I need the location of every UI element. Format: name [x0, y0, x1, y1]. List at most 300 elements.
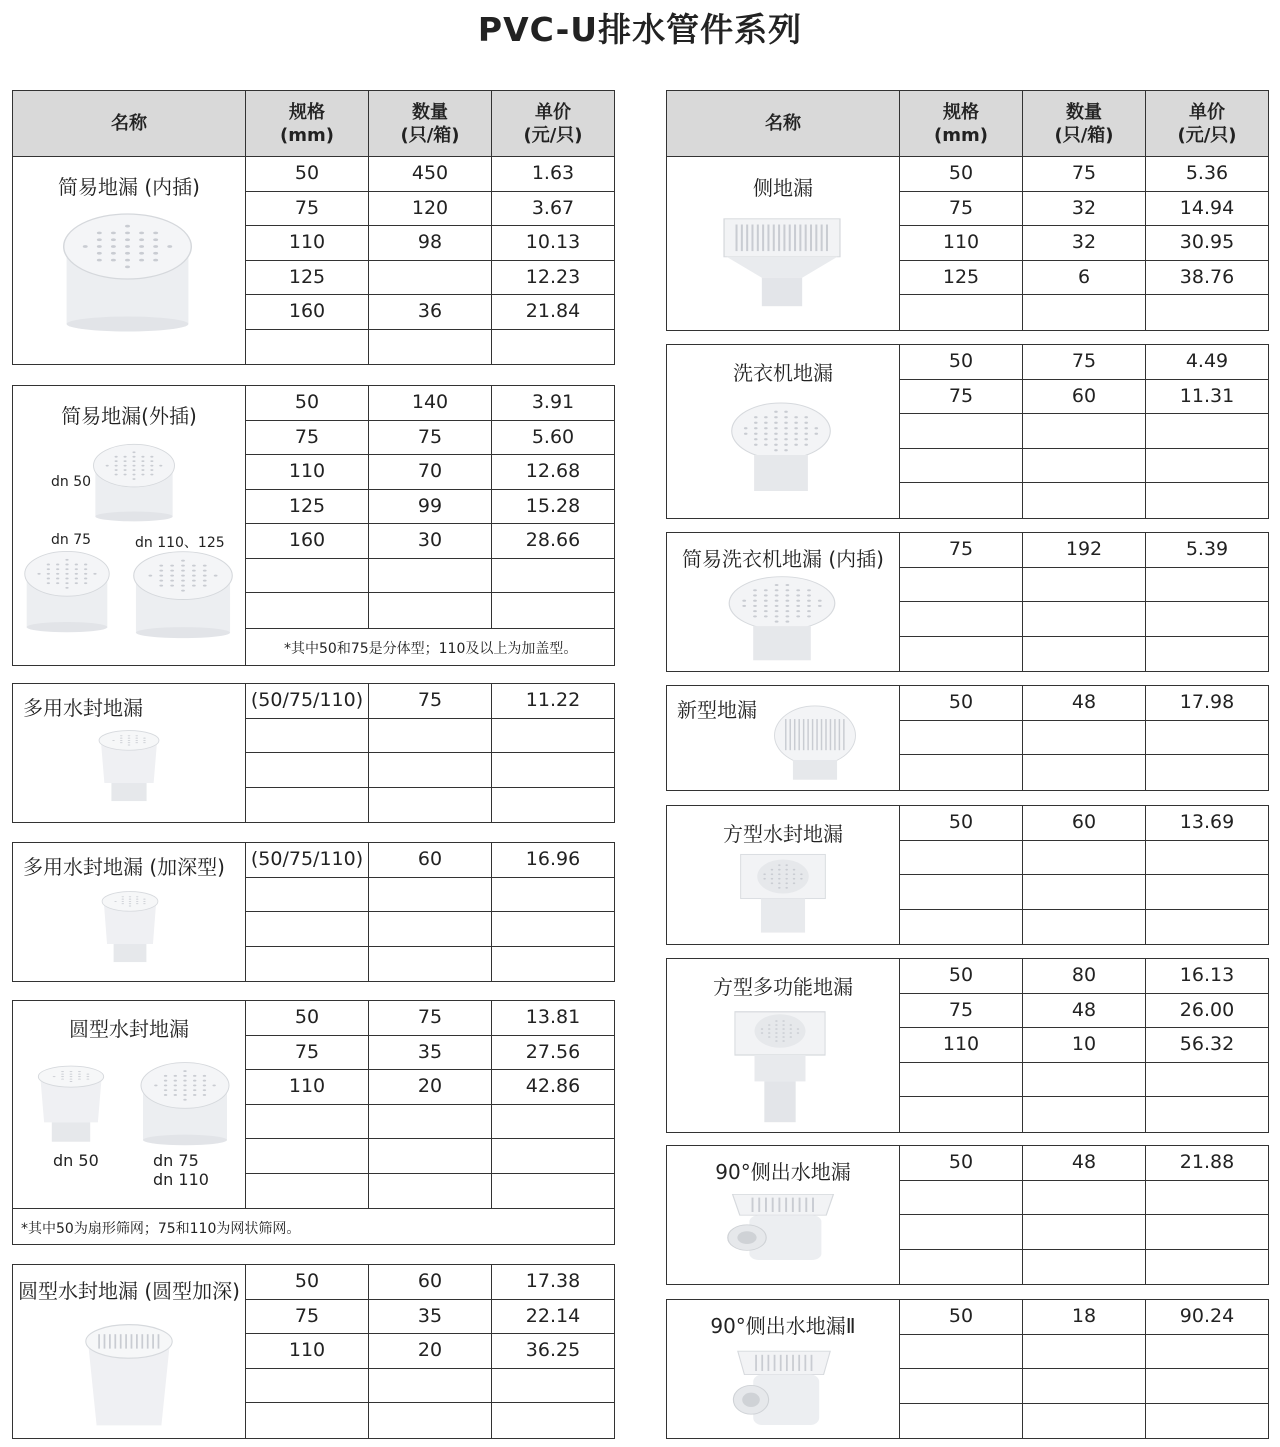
cell-price: 5.36 [1185, 162, 1229, 184]
table-row [246, 753, 614, 788]
cell-spec: 75 [900, 192, 1023, 226]
cell-qty [369, 878, 492, 912]
drain-image [722, 571, 842, 670]
product-name: 多用水封地漏 (加深型) [23, 855, 225, 879]
cell-spec: 75 [900, 994, 1023, 1028]
table-row [246, 719, 614, 754]
cell-qty: 60 [369, 843, 492, 877]
table-row [900, 875, 1268, 910]
product-name: 90°侧出水地漏 [715, 1160, 851, 1184]
cell-price [492, 1369, 614, 1403]
cell-spec [246, 1139, 369, 1173]
drain-image [75, 1315, 183, 1439]
table-row [246, 1070, 614, 1105]
cell-price: 16.96 [525, 848, 581, 870]
cell-spec: 50 [900, 1146, 1023, 1180]
cell-price [492, 947, 614, 982]
cell-qty: 48 [1023, 1146, 1146, 1180]
table-row [246, 524, 614, 559]
cell-price: 12.68 [525, 460, 581, 482]
cell-price: 16.13 [1179, 964, 1235, 986]
cell-spec: 75 [246, 192, 369, 226]
cell-price [1146, 721, 1268, 755]
cell-price: 15.28 [525, 494, 581, 517]
product-block [666, 1299, 1269, 1439]
header-name: 名称 [13, 91, 246, 156]
cell-qty [1023, 1097, 1146, 1132]
header-qty: 数量 (只/箱) [369, 91, 492, 156]
cell-qty [1023, 449, 1146, 483]
product-name: 简易地漏 (内插) [58, 175, 200, 199]
cell-price: 26.00 [1179, 998, 1235, 1021]
table-row [246, 559, 614, 594]
cell-price [492, 788, 614, 823]
cell-qty: 48 [1023, 686, 1146, 720]
table-row [900, 1181, 1268, 1216]
table-row [246, 1139, 614, 1174]
cell-qty: 70 [369, 455, 492, 489]
product-name: 90°侧出水地漏Ⅱ [710, 1314, 856, 1338]
cell-spec [900, 414, 1023, 448]
table-row [246, 455, 614, 490]
table-row [900, 806, 1268, 841]
cell-spec [246, 912, 369, 946]
product-name-cell [13, 684, 246, 822]
cell-spec [246, 593, 369, 628]
table-row [246, 1174, 614, 1209]
cell-price: 22.14 [525, 1304, 581, 1327]
table-row [900, 345, 1268, 380]
table-row [246, 912, 614, 947]
product-name-cell [667, 1300, 900, 1438]
table-row [900, 1097, 1268, 1132]
product-name-cell [13, 1001, 246, 1208]
cell-spec: 50 [900, 686, 1023, 720]
cell-spec: 125 [246, 490, 369, 524]
cell-spec [900, 1215, 1023, 1249]
cell-qty: 75 [1023, 157, 1146, 191]
product-name-cell [13, 1265, 246, 1438]
table-row [246, 1265, 614, 1300]
cell-qty [1023, 875, 1146, 909]
cell-spec: 75 [900, 380, 1023, 414]
cell-qty: 32 [1023, 192, 1146, 226]
cell-qty: 140 [369, 386, 492, 420]
cell-qty [1023, 1063, 1146, 1097]
cell-spec: 75 [900, 533, 1023, 567]
table-row [900, 721, 1268, 756]
cell-spec: (50/75/110) [246, 843, 369, 877]
size-label: dn 110 [153, 1170, 209, 1189]
drain-image [723, 1188, 843, 1272]
table-row [246, 1105, 614, 1140]
cell-price: 21.84 [525, 300, 581, 322]
cell-price [492, 1174, 614, 1209]
table-row [900, 226, 1268, 261]
table-row [900, 1404, 1268, 1439]
product-name: 圆型水封地漏 [69, 1017, 189, 1041]
cell-price [492, 912, 614, 946]
cell-price: 11.22 [525, 689, 581, 711]
table-row [900, 1369, 1268, 1404]
cell-qty: 192 [1023, 533, 1146, 567]
table-row [900, 841, 1268, 876]
table-row [246, 330, 614, 365]
cell-spec: 50 [900, 345, 1023, 379]
cell-qty [1023, 295, 1146, 330]
table-row [900, 449, 1268, 484]
cell-qty: 75 [369, 684, 492, 718]
page-title: PVC-U排水管件系列 [477, 10, 803, 49]
cell-spec [900, 295, 1023, 330]
table-row [246, 386, 614, 421]
table-row [246, 295, 614, 330]
cell-price [1146, 875, 1268, 909]
cell-spec [246, 788, 369, 823]
drain-image [769, 701, 861, 787]
cell-spec: 50 [900, 1300, 1023, 1334]
cell-qty [1023, 602, 1146, 636]
table-row [900, 568, 1268, 603]
drain-image [127, 548, 239, 644]
cell-price [1146, 1215, 1268, 1249]
table-row [900, 380, 1268, 415]
size-label: dn 50 [51, 474, 92, 490]
table-row [900, 637, 1268, 672]
cell-qty [369, 559, 492, 593]
cell-spec: 75 [246, 1036, 369, 1070]
cell-spec [900, 1335, 1023, 1369]
cell-qty [369, 1403, 492, 1438]
table-header-left [12, 90, 615, 157]
cell-qty [1023, 1404, 1146, 1439]
cell-price [492, 559, 614, 593]
cell-qty [1023, 721, 1146, 755]
cell-price: 13.69 [1179, 811, 1235, 833]
cell-price [1146, 637, 1268, 672]
cell-price: 13.81 [525, 1006, 581, 1028]
cell-qty: 60 [1023, 806, 1146, 840]
table-row [900, 959, 1268, 994]
table-row [900, 483, 1268, 518]
cell-price [492, 1105, 614, 1139]
cell-price: 3.91 [531, 391, 575, 413]
table-row [900, 755, 1268, 790]
cell-qty [369, 753, 492, 787]
cell-spec [900, 875, 1023, 909]
table-row [900, 1215, 1268, 1250]
cell-price [1146, 1404, 1268, 1439]
cell-price: 42.86 [525, 1075, 581, 1097]
table-row [246, 192, 614, 227]
cell-qty: 20 [369, 1334, 492, 1368]
header-spec: 规格 (mm) [900, 91, 1023, 156]
cell-qty [369, 1105, 492, 1139]
cell-qty: 36 [369, 295, 492, 329]
cell-price [492, 1139, 614, 1173]
table-row [246, 226, 614, 261]
cell-qty: 10 [1023, 1028, 1146, 1062]
table-row [246, 1036, 614, 1071]
cell-spec: 125 [900, 261, 1023, 295]
cell-price [1146, 414, 1268, 448]
cell-spec [900, 1369, 1023, 1403]
cell-price: 3.67 [531, 196, 575, 219]
cell-price [1146, 568, 1268, 602]
drain-image [725, 397, 837, 501]
cell-price [1146, 1097, 1268, 1132]
cell-spec [900, 910, 1023, 945]
cell-price: 10.13 [525, 231, 581, 253]
table-row [246, 1334, 614, 1369]
cell-qty [1023, 755, 1146, 790]
drain-image [23, 1059, 119, 1151]
cell-price [1146, 841, 1268, 875]
cell-spec: 50 [900, 959, 1023, 993]
product-block [12, 1264, 615, 1439]
cell-spec [900, 1097, 1023, 1132]
product-name-cell [13, 386, 246, 665]
cell-price [1146, 1250, 1268, 1285]
table-row [246, 788, 614, 823]
cell-price [1146, 483, 1268, 518]
cell-price: 21.88 [1179, 1151, 1235, 1173]
cell-spec [900, 1404, 1023, 1439]
cell-spec [900, 755, 1023, 790]
cell-spec [246, 1105, 369, 1139]
cell-spec: 50 [246, 1001, 369, 1035]
cell-qty [1023, 1181, 1146, 1215]
cell-spec [900, 568, 1023, 602]
drain-image [731, 1007, 829, 1131]
table-row [900, 994, 1268, 1029]
cell-spec: 50 [246, 1265, 369, 1299]
cell-price: 11.31 [1179, 384, 1235, 407]
product-name: 方型水封地漏 [723, 822, 843, 846]
table-row [900, 1250, 1268, 1285]
cell-price [1146, 755, 1268, 790]
table-row [246, 1300, 614, 1335]
cell-qty: 98 [369, 226, 492, 260]
cell-qty [1023, 1369, 1146, 1403]
product-block [666, 156, 1269, 331]
cell-price [492, 753, 614, 787]
cell-spec: 75 [246, 1300, 369, 1334]
cell-price [492, 593, 614, 628]
cell-spec [900, 449, 1023, 483]
table-row [900, 414, 1268, 449]
cell-price [1146, 602, 1268, 636]
table-row [900, 686, 1268, 721]
cell-qty [1023, 1250, 1146, 1285]
cell-price: 5.39 [1185, 538, 1229, 560]
cell-price: 30.95 [1179, 231, 1235, 253]
table-row [246, 947, 614, 982]
table-row [900, 1300, 1268, 1335]
footnote: *其中50和75是分体型；110及以上为加盖型。 [284, 640, 578, 657]
product-block [666, 685, 1269, 791]
cell-qty [369, 330, 492, 365]
cell-spec: 110 [900, 1028, 1023, 1062]
cell-price: 12.23 [525, 265, 581, 288]
cell-price: 27.56 [525, 1040, 581, 1063]
drain-image [729, 1344, 839, 1438]
cell-price: 36.25 [525, 1339, 581, 1361]
product-name-cell [667, 806, 900, 944]
cell-qty: 99 [369, 490, 492, 524]
drain-image [89, 885, 171, 971]
table-row [246, 261, 614, 296]
cell-price: 90.24 [1179, 1305, 1235, 1327]
cell-qty: 120 [369, 192, 492, 226]
cell-price [492, 330, 614, 365]
cell-qty [369, 947, 492, 982]
product-name: 多用水封地漏 [23, 696, 143, 720]
cell-spec [246, 947, 369, 982]
product-block [666, 532, 1269, 672]
cell-price [492, 1403, 614, 1438]
cell-spec [900, 721, 1023, 755]
table-row [246, 593, 614, 628]
product-block [12, 385, 615, 666]
drain-image [135, 1059, 235, 1151]
table-row [900, 1335, 1268, 1370]
header-spec: 规格 (mm) [246, 91, 369, 156]
cell-qty: 75 [369, 1001, 492, 1035]
cell-spec: 125 [246, 261, 369, 295]
product-block [12, 1000, 615, 1245]
product-name-cell [667, 533, 900, 671]
product-block [12, 683, 615, 823]
size-label: dn 75 [153, 1151, 199, 1170]
cell-qty [369, 1174, 492, 1209]
cell-spec [246, 330, 369, 365]
cell-spec: 110 [246, 226, 369, 260]
cell-price [1146, 910, 1268, 945]
table-row [900, 910, 1268, 945]
size-label: dn 75 [51, 532, 92, 548]
table-row [246, 684, 614, 719]
header-price: 单价 (元/只) [523, 101, 583, 146]
cell-spec: 50 [900, 157, 1023, 191]
table-row [900, 533, 1268, 568]
size-label: dn 110、125 [135, 535, 225, 551]
cell-qty: 75 [1023, 345, 1146, 379]
cell-qty [369, 261, 492, 295]
drain-image [737, 851, 829, 940]
cell-spec: 50 [246, 386, 369, 420]
cell-spec: 160 [246, 524, 369, 558]
cell-spec [246, 719, 369, 753]
cell-qty: 60 [369, 1265, 492, 1299]
cell-spec: 50 [246, 157, 369, 191]
cell-qty [1023, 1215, 1146, 1249]
cell-price [492, 878, 614, 912]
header-price: 单价 (元/只) [1177, 101, 1237, 146]
cell-spec [246, 753, 369, 787]
footnote: *其中50为扇形筛网；75和110为网状筛网。 [21, 1221, 301, 1237]
cell-qty [369, 1369, 492, 1403]
cell-spec [246, 559, 369, 593]
cell-spec: 160 [246, 295, 369, 329]
table-row [900, 1146, 1268, 1181]
cell-price: 38.76 [1179, 265, 1235, 288]
cell-qty [369, 593, 492, 628]
table-row [246, 878, 614, 913]
cell-qty: 20 [369, 1070, 492, 1104]
drain-image [88, 441, 180, 527]
cell-spec: 110 [900, 226, 1023, 260]
product-name-cell [667, 345, 900, 518]
cell-qty: 60 [1023, 380, 1146, 414]
cell-spec [900, 841, 1023, 875]
product-block [666, 958, 1269, 1133]
table-header-right [666, 90, 1269, 157]
product-name-cell [667, 157, 900, 330]
cell-qty [1023, 414, 1146, 448]
table-row [246, 1001, 614, 1036]
product-name-cell [13, 157, 246, 364]
cell-spec [246, 878, 369, 912]
product-name-cell [667, 959, 900, 1132]
product-name: 方型多功能地漏 [713, 975, 853, 999]
cell-qty: 32 [1023, 226, 1146, 260]
cell-price [1146, 1181, 1268, 1215]
cell-qty: 35 [369, 1036, 492, 1070]
product-block [666, 805, 1269, 945]
cell-qty [1023, 841, 1146, 875]
cell-qty: 35 [369, 1300, 492, 1334]
cell-spec [246, 1369, 369, 1403]
cell-spec [900, 483, 1023, 518]
cell-price: 4.49 [1185, 350, 1229, 372]
cell-qty [1023, 483, 1146, 518]
cell-price [1146, 1335, 1268, 1369]
table-row [900, 1028, 1268, 1063]
product-name-cell [13, 843, 246, 981]
cell-qty: 450 [369, 157, 492, 191]
cell-price [1146, 295, 1268, 330]
cell-spec: 110 [246, 1334, 369, 1368]
drain-image [719, 215, 845, 314]
cell-price: 14.94 [1179, 196, 1235, 219]
header-qty: 数量 (只/箱) [1023, 91, 1146, 156]
cell-price: 56.32 [1179, 1033, 1235, 1055]
cell-qty [369, 788, 492, 823]
cell-qty: 30 [369, 524, 492, 558]
cell-qty: 75 [369, 421, 492, 455]
table-row [900, 192, 1268, 227]
cell-price: 1.63 [531, 162, 575, 184]
product-name: 圆型水封地漏 (圆型加深) [18, 1279, 240, 1303]
cell-price: 17.38 [525, 1270, 581, 1292]
product-name: 侧地漏 [753, 176, 813, 200]
table-row [246, 1369, 614, 1404]
product-block [666, 1145, 1269, 1285]
product-block [666, 344, 1269, 519]
table-row [900, 157, 1268, 192]
cell-price [1146, 1063, 1268, 1097]
cell-spec [900, 637, 1023, 672]
table-row [246, 843, 614, 878]
cell-spec [246, 1403, 369, 1438]
cell-price: 17.98 [1179, 691, 1235, 713]
cell-qty: 80 [1023, 959, 1146, 993]
cell-qty [369, 912, 492, 946]
cell-spec [900, 602, 1023, 636]
cell-qty [1023, 568, 1146, 602]
product-block [12, 156, 615, 365]
